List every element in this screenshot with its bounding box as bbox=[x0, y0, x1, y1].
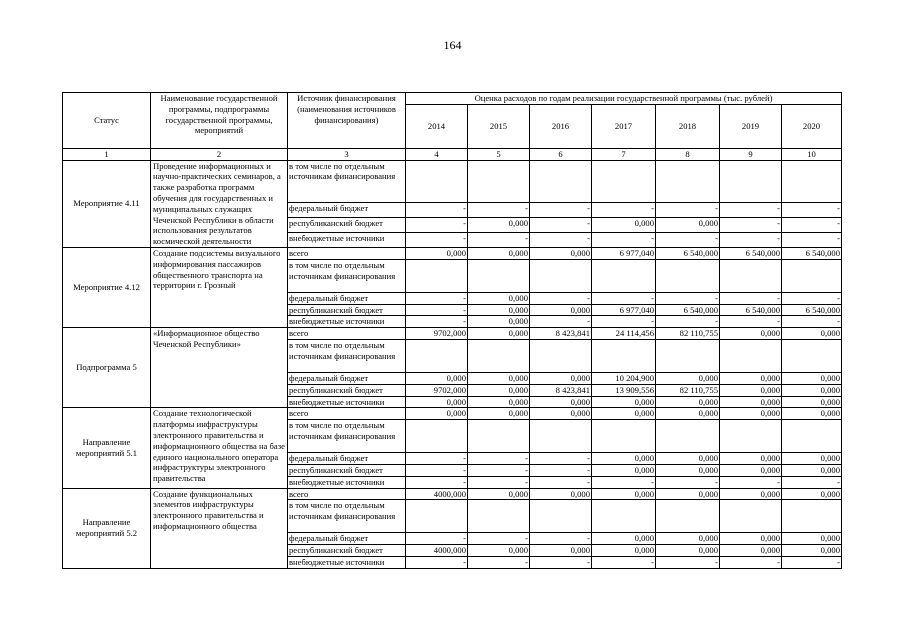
row-name: Создание функциональных элементов инфраструктуры электронного правительства и информационного общества bbox=[151, 488, 288, 568]
funding-source: в том числе по отдельным источникам финансирования bbox=[288, 500, 406, 533]
amount-cell: 6 977,040 bbox=[592, 304, 656, 316]
amount-cell: 0,000 bbox=[656, 533, 720, 545]
amount-cell: - bbox=[406, 453, 468, 465]
amount-cell: 0,000 bbox=[592, 464, 656, 476]
amount-cell: - bbox=[592, 556, 656, 568]
amount-cell: 0,000 bbox=[406, 408, 468, 420]
amount-cell: 0,000 bbox=[656, 488, 720, 500]
column-number: 9 bbox=[720, 148, 782, 160]
amount-cell: 0,000 bbox=[782, 372, 842, 384]
amount-cell: 0,000 bbox=[406, 396, 468, 408]
amount-cell: 0,000 bbox=[468, 328, 530, 340]
header-year: 2016 bbox=[530, 104, 592, 148]
amount-cell: 0,000 bbox=[592, 408, 656, 420]
amount-cell: - bbox=[720, 556, 782, 568]
amount-cell bbox=[656, 339, 720, 372]
amount-cell: - bbox=[468, 533, 530, 545]
amount-cell: - bbox=[782, 217, 842, 232]
amount-cell: 0,000 bbox=[468, 384, 530, 396]
header-year: 2014 bbox=[406, 104, 468, 148]
amount-cell: - bbox=[406, 202, 468, 217]
amount-cell: 0,000 bbox=[720, 533, 782, 545]
amount-cell bbox=[656, 420, 720, 453]
amount-cell: 8 423,841 bbox=[530, 328, 592, 340]
amount-cell: 0,000 bbox=[530, 304, 592, 316]
funding-source: в том числе по отдельным источникам финансирования bbox=[288, 259, 406, 292]
amount-cell: 0,000 bbox=[592, 488, 656, 500]
amount-cell bbox=[468, 160, 530, 202]
column-number: 6 bbox=[530, 148, 592, 160]
amount-cell: - bbox=[530, 464, 592, 476]
amount-cell: 0,000 bbox=[782, 488, 842, 500]
amount-cell bbox=[468, 339, 530, 372]
column-number: 10 bbox=[782, 148, 842, 160]
amount-cell: 0,000 bbox=[530, 545, 592, 557]
amount-cell: 4000,000 bbox=[406, 488, 468, 500]
amount-cell bbox=[406, 339, 468, 372]
amount-cell: 6 540,000 bbox=[720, 247, 782, 259]
amount-cell bbox=[656, 160, 720, 202]
funding-source: всего bbox=[288, 408, 406, 420]
amount-cell: 9702,000 bbox=[406, 384, 468, 396]
amount-cell: 0,000 bbox=[592, 545, 656, 557]
amount-cell bbox=[656, 500, 720, 533]
row-name: Создание подсистемы визуального информирования пассажиров общественного транспорта на территории г. Грозный bbox=[151, 247, 288, 327]
amount-cell bbox=[782, 339, 842, 372]
amount-cell: 0,000 bbox=[592, 396, 656, 408]
amount-cell: 0,000 bbox=[468, 316, 530, 328]
funding-source: федеральный бюджет bbox=[288, 372, 406, 384]
amount-cell: - bbox=[468, 232, 530, 247]
header-status: Статус bbox=[63, 93, 151, 149]
amount-cell: 0,000 bbox=[782, 384, 842, 396]
amount-cell: - bbox=[720, 202, 782, 217]
amount-cell: 0,000 bbox=[720, 384, 782, 396]
amount-cell: - bbox=[468, 453, 530, 465]
amount-cell: - bbox=[406, 232, 468, 247]
amount-cell: 0,000 bbox=[468, 372, 530, 384]
funding-source: всего bbox=[288, 488, 406, 500]
column-number: 5 bbox=[468, 148, 530, 160]
amount-cell: 0,000 bbox=[720, 545, 782, 557]
amount-cell bbox=[468, 259, 530, 292]
amount-cell: 0,000 bbox=[656, 217, 720, 232]
amount-cell: 0,000 bbox=[782, 545, 842, 557]
amount-cell: 0,000 bbox=[530, 372, 592, 384]
header-year: 2019 bbox=[720, 104, 782, 148]
amount-cell bbox=[406, 259, 468, 292]
amount-cell: 0,000 bbox=[530, 488, 592, 500]
funding-source: внебюджетные источники bbox=[288, 556, 406, 568]
column-number: 2 bbox=[151, 148, 288, 160]
funding-source: внебюджетные источники bbox=[288, 232, 406, 247]
amount-cell: - bbox=[782, 292, 842, 304]
table-row bbox=[63, 247, 842, 259]
amount-cell: 0,000 bbox=[782, 464, 842, 476]
amount-cell: - bbox=[720, 292, 782, 304]
amount-cell: - bbox=[530, 533, 592, 545]
amount-cell bbox=[530, 259, 592, 292]
header-estimate: Оценка расходов по годам реализации государственной программы (тыс. рублей) bbox=[406, 93, 842, 105]
funding-source: республиканский бюджет bbox=[288, 304, 406, 316]
header-year: 2018 bbox=[656, 104, 720, 148]
funding-source: в том числе по отдельным источникам финансирования bbox=[288, 339, 406, 372]
amount-cell bbox=[592, 160, 656, 202]
amount-cell: - bbox=[406, 464, 468, 476]
amount-cell: 6 540,000 bbox=[782, 304, 842, 316]
amount-cell: 0,000 bbox=[656, 396, 720, 408]
amount-cell: 0,000 bbox=[468, 217, 530, 232]
amount-cell bbox=[720, 339, 782, 372]
amount-cell: 0,000 bbox=[782, 408, 842, 420]
amount-cell bbox=[656, 259, 720, 292]
expenditure-table bbox=[62, 92, 842, 569]
amount-cell bbox=[530, 420, 592, 453]
amount-cell: - bbox=[530, 232, 592, 247]
amount-cell: 0,000 bbox=[468, 304, 530, 316]
funding-source: внебюджетные источники bbox=[288, 316, 406, 328]
amount-cell: 0,000 bbox=[656, 453, 720, 465]
amount-cell: 0,000 bbox=[656, 464, 720, 476]
amount-cell bbox=[530, 339, 592, 372]
amount-cell: - bbox=[592, 232, 656, 247]
amount-cell: 24 114,456 bbox=[592, 328, 656, 340]
amount-cell: 6 540,000 bbox=[720, 304, 782, 316]
row-name: Проведение информационных и научно-практических семинаров, а также разработка программ обучения для государственных и муниципальных служащих Чеченской Республики в области использования результатов космической деятельности bbox=[151, 160, 288, 247]
amount-cell: - bbox=[530, 453, 592, 465]
amount-cell bbox=[720, 160, 782, 202]
amount-cell: 82 110,755 bbox=[656, 328, 720, 340]
amount-cell: - bbox=[530, 556, 592, 568]
amount-cell: - bbox=[592, 476, 656, 488]
row-name: Создание технологической платформы инфраструктуры электронного правительства и информационного общества на базе единого национального оператора инфраструктуры электронного правительства bbox=[151, 408, 288, 488]
amount-cell bbox=[720, 500, 782, 533]
amount-cell: - bbox=[720, 232, 782, 247]
header-year: 2015 bbox=[468, 104, 530, 148]
amount-cell: 82 110,755 bbox=[656, 384, 720, 396]
amount-cell: 8 423,841 bbox=[530, 384, 592, 396]
amount-cell bbox=[406, 500, 468, 533]
amount-cell bbox=[720, 259, 782, 292]
amount-cell: - bbox=[720, 316, 782, 328]
table-row bbox=[63, 160, 842, 202]
amount-cell: 6 977,040 bbox=[592, 247, 656, 259]
header-year: 2017 bbox=[592, 104, 656, 148]
row-status: Подпрограмма 5 bbox=[63, 328, 151, 408]
amount-cell bbox=[782, 160, 842, 202]
amount-cell: - bbox=[782, 202, 842, 217]
amount-cell: - bbox=[406, 304, 468, 316]
amount-cell: 0,000 bbox=[782, 328, 842, 340]
funding-source: федеральный бюджет bbox=[288, 453, 406, 465]
header-source: Источник финансирования (наименования источников финансирования) bbox=[288, 93, 406, 149]
amount-cell: 0,000 bbox=[782, 453, 842, 465]
amount-cell: - bbox=[530, 202, 592, 217]
amount-cell: - bbox=[406, 533, 468, 545]
amount-cell: - bbox=[656, 232, 720, 247]
amount-cell: 0,000 bbox=[530, 247, 592, 259]
amount-cell: 0,000 bbox=[720, 464, 782, 476]
amount-cell: - bbox=[592, 292, 656, 304]
amount-cell: - bbox=[656, 292, 720, 304]
column-number: 8 bbox=[656, 148, 720, 160]
amount-cell: 0,000 bbox=[406, 372, 468, 384]
amount-cell: - bbox=[406, 476, 468, 488]
amount-cell: - bbox=[530, 316, 592, 328]
amount-cell: 0,000 bbox=[720, 408, 782, 420]
amount-cell: 13 909,556 bbox=[592, 384, 656, 396]
table-row bbox=[63, 328, 842, 340]
table-row bbox=[63, 408, 842, 420]
funding-source: федеральный бюджет bbox=[288, 533, 406, 545]
amount-cell: 0,000 bbox=[468, 396, 530, 408]
funding-source: республиканский бюджет bbox=[288, 384, 406, 396]
amount-cell: 0,000 bbox=[592, 533, 656, 545]
amount-cell: - bbox=[468, 556, 530, 568]
amount-cell: 0,000 bbox=[656, 372, 720, 384]
header-name: Наименование государственной программы, подпрограммы государственной программы, мероприятий bbox=[151, 93, 288, 149]
amount-cell: - bbox=[656, 202, 720, 217]
row-status: Направление мероприятий 5.1 bbox=[63, 408, 151, 488]
amount-cell: 6 540,000 bbox=[656, 247, 720, 259]
amount-cell: 0,000 bbox=[592, 217, 656, 232]
funding-source: всего bbox=[288, 328, 406, 340]
amount-cell: - bbox=[530, 292, 592, 304]
amount-cell bbox=[406, 420, 468, 453]
amount-cell: 10 204,900 bbox=[592, 372, 656, 384]
amount-cell: - bbox=[468, 476, 530, 488]
funding-source: республиканский бюджет bbox=[288, 464, 406, 476]
amount-cell: 0,000 bbox=[530, 396, 592, 408]
amount-cell: 0,000 bbox=[720, 328, 782, 340]
amount-cell: - bbox=[530, 217, 592, 232]
amount-cell: 0,000 bbox=[720, 396, 782, 408]
amount-cell: 0,000 bbox=[592, 453, 656, 465]
amount-cell: - bbox=[720, 217, 782, 232]
amount-cell: 0,000 bbox=[468, 545, 530, 557]
amount-cell bbox=[592, 420, 656, 453]
amount-cell: 0,000 bbox=[468, 247, 530, 259]
amount-cell: 0,000 bbox=[406, 247, 468, 259]
amount-cell: - bbox=[782, 556, 842, 568]
amount-cell: - bbox=[406, 556, 468, 568]
amount-cell: 0,000 bbox=[656, 408, 720, 420]
amount-cell: 0,000 bbox=[720, 372, 782, 384]
amount-cell: 4000,000 bbox=[406, 545, 468, 557]
page-number: 164 bbox=[443, 38, 462, 52]
amount-cell bbox=[592, 339, 656, 372]
amount-cell: 0,000 bbox=[782, 396, 842, 408]
amount-cell: - bbox=[406, 292, 468, 304]
amount-cell: 0,000 bbox=[720, 453, 782, 465]
amount-cell bbox=[468, 420, 530, 453]
amount-cell bbox=[782, 420, 842, 453]
amount-cell: - bbox=[656, 476, 720, 488]
column-number: 1 bbox=[63, 148, 151, 160]
row-status: Мероприятие 4.12 bbox=[63, 247, 151, 327]
funding-source: всего bbox=[288, 247, 406, 259]
amount-cell bbox=[468, 500, 530, 533]
amount-cell: - bbox=[406, 316, 468, 328]
amount-cell bbox=[406, 160, 468, 202]
funding-source: республиканский бюджет bbox=[288, 217, 406, 232]
amount-cell: 9702,000 bbox=[406, 328, 468, 340]
amount-cell: - bbox=[406, 217, 468, 232]
funding-source: федеральный бюджет bbox=[288, 292, 406, 304]
column-number: 4 bbox=[406, 148, 468, 160]
amount-cell: 0,000 bbox=[468, 488, 530, 500]
table-row bbox=[63, 488, 842, 500]
amount-cell: 6 540,000 bbox=[782, 247, 842, 259]
amount-cell: 0,000 bbox=[468, 408, 530, 420]
amount-cell: - bbox=[782, 232, 842, 247]
amount-cell bbox=[592, 259, 656, 292]
amount-cell: - bbox=[530, 476, 592, 488]
amount-cell bbox=[530, 500, 592, 533]
amount-cell: 6 540,000 bbox=[656, 304, 720, 316]
amount-cell: 0,000 bbox=[656, 545, 720, 557]
amount-cell: - bbox=[782, 476, 842, 488]
row-name: «Информационное общество Чеченской Республики» bbox=[151, 328, 288, 408]
amount-cell: - bbox=[720, 476, 782, 488]
amount-cell: 0,000 bbox=[468, 292, 530, 304]
row-status: Направление мероприятий 5.2 bbox=[63, 488, 151, 568]
amount-cell: - bbox=[468, 464, 530, 476]
amount-cell: - bbox=[592, 202, 656, 217]
amount-cell bbox=[592, 500, 656, 533]
funding-source: внебюджетные источники bbox=[288, 476, 406, 488]
amount-cell: 0,000 bbox=[530, 408, 592, 420]
amount-cell: 0,000 bbox=[720, 488, 782, 500]
amount-cell: - bbox=[782, 316, 842, 328]
header-year: 2020 bbox=[782, 104, 842, 148]
amount-cell bbox=[782, 259, 842, 292]
amount-cell bbox=[720, 420, 782, 453]
amount-cell: - bbox=[468, 202, 530, 217]
amount-cell bbox=[530, 160, 592, 202]
column-number: 3 bbox=[288, 148, 406, 160]
column-number: 7 bbox=[592, 148, 656, 160]
amount-cell: - bbox=[656, 556, 720, 568]
funding-source: в том числе по отдельным источникам финансирования bbox=[288, 420, 406, 453]
row-status: Мероприятие 4.11 bbox=[63, 160, 151, 247]
amount-cell: - bbox=[592, 316, 656, 328]
amount-cell: 0,000 bbox=[782, 533, 842, 545]
funding-source: в том числе по отдельным источникам финансирования bbox=[288, 160, 406, 202]
funding-source: федеральный бюджет bbox=[288, 202, 406, 217]
funding-source: республиканский бюджет bbox=[288, 545, 406, 557]
amount-cell bbox=[782, 500, 842, 533]
funding-source: внебюджетные источники bbox=[288, 396, 406, 408]
amount-cell: - bbox=[656, 316, 720, 328]
